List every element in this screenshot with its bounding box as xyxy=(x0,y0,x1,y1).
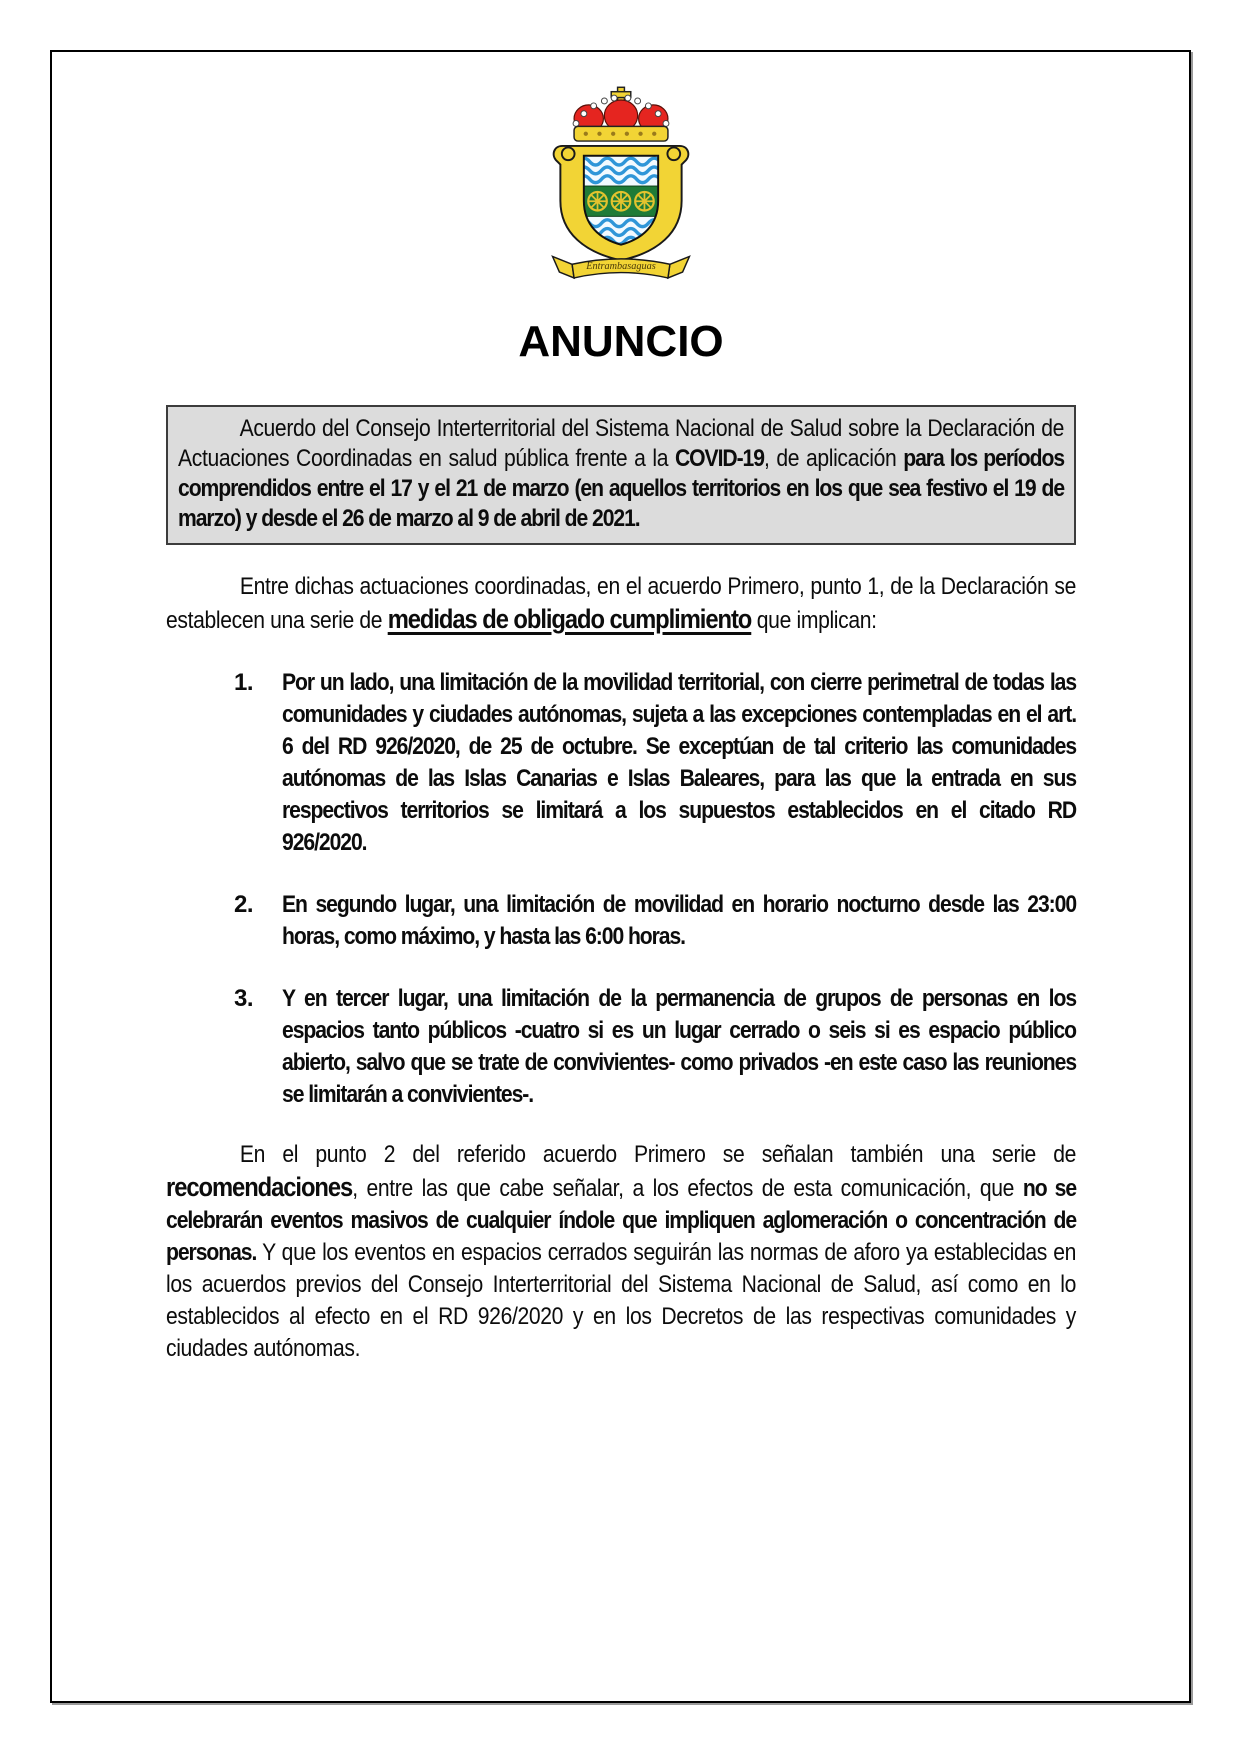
crown-icon xyxy=(573,87,669,141)
list-marker-1: 1. xyxy=(234,669,254,696)
notice-text-bold-covid: COVID-19 xyxy=(674,445,764,472)
document-content xyxy=(166,52,1076,1365)
intro-text-segment: Entre dichas actuaciones coordinadas, en el acuerdo Primero, punto 1, de la Declaración se establecen una serie de xyxy=(166,573,1077,634)
ribbon-text: Entrambasaguas xyxy=(586,261,656,273)
notice-text-segment: , de aplicación xyxy=(763,445,904,472)
closing-text-segment: Y que los eventos en espacios cerrados seguirán las normas de aforo ya establecidas en los acuerdos previos del Consejo Interterritorial del Sistema Nacional de Salud, así como en lo establecidos al efecto en el RD 926/2020 y en los Decretos de las respectivas comunidades y ciudades autónomas. xyxy=(166,1239,1077,1362)
ribbon-banner xyxy=(553,256,690,278)
closing-highlight-recommendations: recomendaciones xyxy=(166,1172,353,1202)
intro-text-segment: que implican: xyxy=(751,607,877,634)
list-marker-2: 2. xyxy=(234,891,254,918)
notice-text-segment: Acuerdo del Consejo Interterritorial del Sistema Nacional de Salud sobre la Declaración de Actuaciones Coordinadas en salud pública frente a la xyxy=(178,415,1065,472)
list-item-1 xyxy=(166,667,1076,859)
page-title: ANUNCIO xyxy=(518,317,724,366)
intro-paragraph xyxy=(166,571,1076,637)
municipal-crest-icon xyxy=(533,85,709,291)
notice-text-bold-periods: para los períodos comprendidos entre el 17 y el 21 de marzo (en aquellos territorios en los que sea festivo el 19 de marzo) y desde el 26 de marzo al 9 de abril de 2021. xyxy=(178,445,1065,532)
measures-list xyxy=(166,667,1076,1111)
intro-highlight-measures: medidas de obligado cumplimiento xyxy=(387,604,752,634)
list-marker-3: 3. xyxy=(234,985,254,1012)
list-item-2-text: En segundo lugar, una limitación de movilidad en horario nocturno desde las 23:00 horas, como máximo, y hasta las 6:00 horas. xyxy=(282,891,1077,950)
notice-box xyxy=(166,405,1076,545)
closing-text-segment: En el punto 2 del referido acuerdo Primero se señalan también una serie de xyxy=(239,1141,1077,1168)
closing-bold-no-events: no se celebrarán eventos masivos de cualquier índole que impliquen aglomeración o concentración de personas. xyxy=(166,1175,1077,1266)
closing-paragraph xyxy=(166,1139,1076,1365)
wheel-icons xyxy=(588,192,654,211)
list-item-3-text: Y en tercer lugar, una limitación de la permanencia de grupos de personas en los espacios tanto públicos -cuatro si es un lugar cerrado o seis si es espacio público abierto, salvo que se trate de convivientes- como privados -en este caso las reuniones se limitarán a convivientes-. xyxy=(282,985,1077,1108)
closing-text-segment: , entre las que cabe señalar, a los efectos de esta comunicación, que xyxy=(352,1175,1023,1202)
list-item-3 xyxy=(166,983,1076,1111)
list-item-2 xyxy=(166,889,1076,953)
notice-box-paragraph xyxy=(178,414,1064,534)
list-item-1-text: Por un lado, una limitación de la movilidad territorial, con cierre perimetral de todas las comunidades y ciudades autónomas, sujeta a las excepciones contempladas en el art. 6 del RD 926/2020, de 25 de octubre. Se exceptúan de tal criterio las comunidades autónomas de las Islas Canarias e Islas Baleares, para las que la entrada en sus respectivos territorios se limitará a los supuestos establecidos en el citado RD 926/2020. xyxy=(282,669,1077,856)
page-border-frame xyxy=(50,50,1191,1703)
